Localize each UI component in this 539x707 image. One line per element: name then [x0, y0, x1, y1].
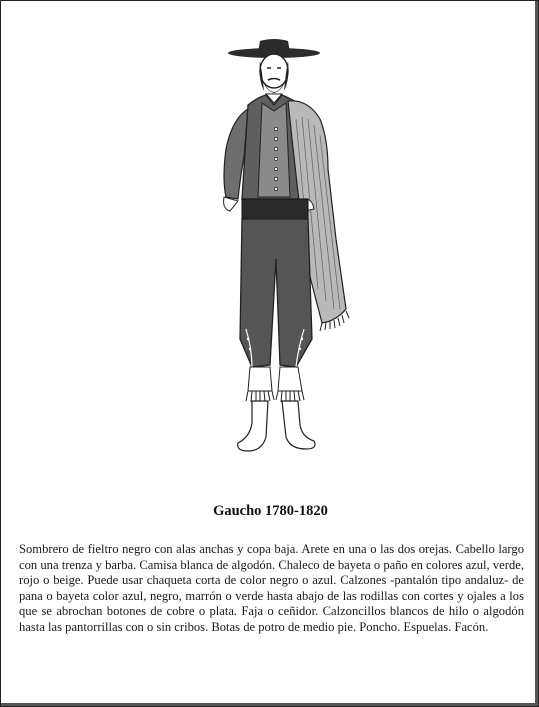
left-foot — [238, 401, 268, 451]
sash — [242, 199, 308, 219]
trousers — [240, 219, 312, 367]
description-paragraph: Sombrero de fieltro negro con alas anchas y copa baja. Arete en una o las dos orejas. Cabello largo con una trenza y barba. Camisa blanca de algodón. Chaleco de bayeta o paño en colores azul, verde, rojo o beige. Puede usar chaqueta corta de color negro o azul. Calzones -pantalón tipo andaluz- de pana o bayeta color azul, negro, marrón o verde hasta abajo de las rodillas con cortes y ojales a los que se abrochan botones de cobre o plata. Faja o ceñidor. Calzoncillos blancos de hilo o algodón hasta las pantorrillas con o sin cribos. Botas de potro de medio pie. Poncho. Espuelas. Facón. — [19, 542, 524, 634]
right-foot — [282, 401, 315, 449]
gaucho-illustration — [196, 39, 366, 459]
figure-caption: Gaucho 1780-1820 — [213, 503, 328, 519]
gaucho-drawing — [196, 39, 366, 459]
left-calzoncillo — [248, 367, 272, 391]
hat-crown — [258, 39, 290, 52]
face — [260, 54, 288, 88]
right-calzoncillo — [278, 367, 302, 391]
vest — [258, 103, 290, 197]
